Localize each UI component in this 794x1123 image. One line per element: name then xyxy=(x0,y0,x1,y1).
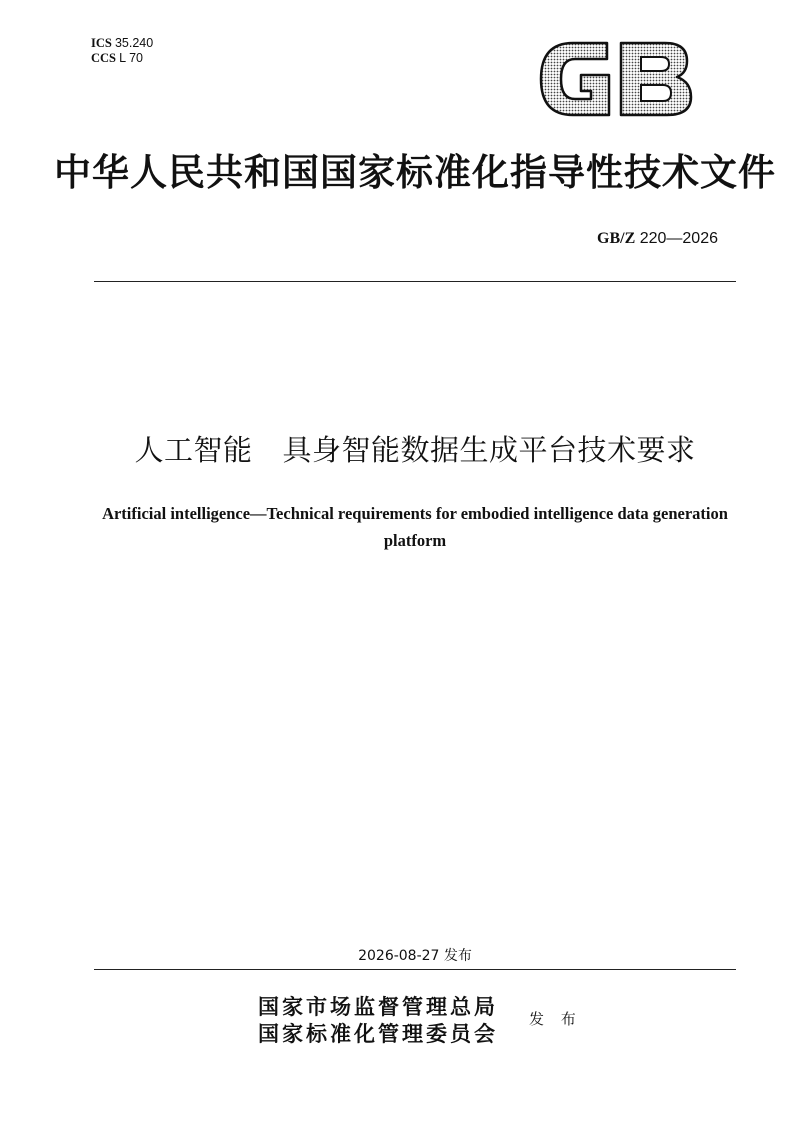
ics-code xyxy=(91,36,153,51)
publication-date: 2026-08-27 发布 xyxy=(358,948,472,964)
standard-prefix: GB/Z xyxy=(597,230,636,247)
ccs-code xyxy=(91,51,153,66)
issuer-line-2: 国家标准化管理委员会 xyxy=(258,1021,498,1046)
bottom-divider xyxy=(94,969,736,970)
document-type-heading: 中华人民共和国国家标准化指导性技术文件 xyxy=(54,151,776,194)
chinese-title-part2: 具身智能数据生成平台技术要求 xyxy=(282,433,696,467)
top-divider xyxy=(94,281,736,282)
issuing-bodies xyxy=(258,993,498,1047)
classification-codes xyxy=(91,36,153,66)
gb-logo xyxy=(535,37,697,121)
english-title: Artificial intelligence—Technical requirements for embodied intelligence data generation platform xyxy=(102,504,728,550)
ics-label: ICS xyxy=(91,36,112,50)
issuer-line-1: 国家市场监督管理总局 xyxy=(258,994,498,1019)
ccs-value: L 70 xyxy=(119,51,144,65)
standard-number-value: 220—2026 xyxy=(635,230,718,247)
chinese-title xyxy=(0,428,794,472)
ccs-label: CCS xyxy=(91,51,117,65)
chinese-title-part1: 人工智能 xyxy=(134,433,253,467)
issue-action: 发 布 xyxy=(529,1010,582,1028)
ics-value: 35.240 xyxy=(114,36,154,50)
standard-number xyxy=(597,228,718,249)
